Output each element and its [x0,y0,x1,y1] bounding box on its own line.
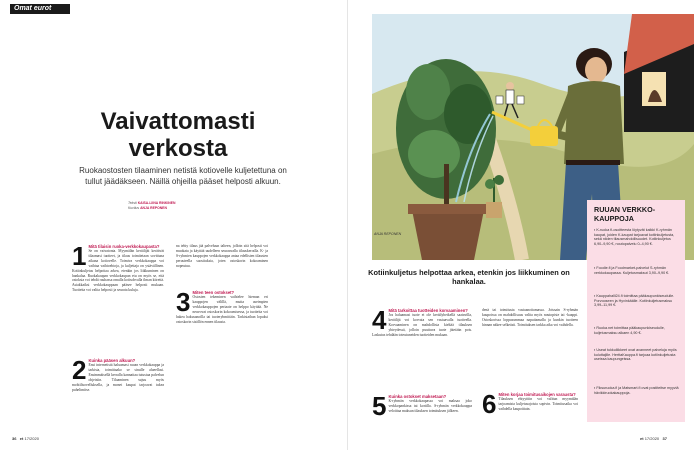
section-heading: Mitä tilaisin ruoka-verkkokaupasta? [88,244,160,249]
issue-number: 17/2020 [24,436,39,441]
credit-illustration-name: ANJA REPONEN [140,206,167,210]
sidebar-item: ▪ Ruoka.net toimittaa pääkaupunkiseudulle, kuljetusmaksu alkaen 4,90 €. [594,326,665,335]
section-body: Ostosten tekeminen vaihtelee hieman eri kauppojen välillä, mutta useimpien verkkokauppojen periaate on helppo käyttää. Ne neuvovat ostoskorin kokoamisessa, ja tuotteita voi hakea hakusanoilla tai tuoteryhmittäin. Tarkistathan lopuksi ostoskorin sisällön ennen tilausta. [176,295,268,324]
sidebar-title: RUUAN VERKKO-KAUPPOJA [594,205,656,223]
credit-text-name: KAISA-LIINA RINKINEN [137,201,176,205]
pull-quote: Kotiinkuljetus helpottaa arkea, etenkin jos liikkuminen on hankalaa. [368,268,570,287]
section-number: 5 [372,391,387,421]
section-body: K-ryhmän verkkokaupassa voi maksaa joko verkkopankissa tai kortilla. S-ryhmän verkkokauppa veloittaa maksun tilauksen toimituksen jälkeen. [388,399,472,413]
section-heading: Kuinka pääsen alkuun? [88,358,136,363]
page-footer-left [12,436,39,441]
section-number: 4 [372,305,387,335]
section-tag: Omat eurot [10,4,70,14]
sidebar-item: ▪ K-ruoka fi-osoitteesta löytyvät kaikki K-ryhmän kaupat, joiden K-kaupat tarjoavat kotiinkuljetusta, sekä niiden tilausmahdollisuudet. Kotiinkuljetus 6,90–9,90 €, noutopalvelu 0–4,90 €. [594,228,675,247]
credit-text-label: Teksti [128,201,137,205]
article-body-text: denä tai toimitusta vastaanottamassa. Joissain S-ryhmän kaupoissa on mahdollisuus valita myös noutopiste tai -kaappi. Ostoskorissa loppusummaa naputtamalla ja kunkin tuotteen hinnan näkee selkeästi. Toimituksen tarkka aika voi vaihdella. [482,308,578,327]
article-body-column [176,244,268,269]
magazine-name: et [640,436,644,441]
sidebar-item: ▪ Fiksuruoka.fi ja Matsmart.fi ovat postiteitse myyviä hävikkiruokakauppoja. [594,386,679,395]
magazine-name: et [19,436,24,441]
article-section-3 [176,287,268,324]
sidebar-item: ▪ Kauppahalli24.fi toimittaa pääkaupunkiseudulle. Porvooseen ja Hyvinkäälle. Kotiinkuljetusmaksu 3,99–11,99 €. [594,294,675,308]
page-footer-right [640,436,667,441]
credits [128,201,268,211]
section-body: Tilauksen ehtyyttiin voi valitun myymälän tarjoamista kuljetusajoista sopivin. Toimitusaika voi vaihdella kaupoittain. [498,397,578,411]
article-body-column-right [482,308,578,328]
article-section-6 [482,389,578,419]
flower-pot [412,210,484,260]
credit-illustration-label: Kuvitus [128,206,140,210]
section-number: 6 [482,389,497,419]
section-number: 2 [72,355,87,385]
page-title: Vaivattomasti verkosta [100,108,256,162]
section-heading: Mitä tarkoittaa tuotteiden korvaaminen? [388,308,468,313]
article-section-5 [372,391,472,421]
article-section-2 [72,355,164,392]
section-body: Ensi internetistä haluamasi ruoan verkkokauppa ja tarkista, toimittaako se sinulle alueellasi. Ensimmäisellä kerralla kannattaa tutustua palvelun ohjeisiin. Tilaaminen sujuu myös mobiilisovelluksella, ja monet kaupat tarjoavat tukea puhelimitse. [72,363,164,392]
sidebar-item: ▪ Useat tukkuliikkeet ovat avanneet palveluja myös kuluttajille. HerttaKauppa.fi tarjoaa kotiinkuljetusta useissa kaupungeissa. [594,348,677,362]
article-body-text: na tehty tilaus jää palveluun talteen, jolloin sitä helposti voi muokata ja käyttää uudelleen seuraavalla tilauskerralla. K- ja S-ryhmien kauppojen verkkokauppa antaa edellisten tilausten perusteella suosituksia, joten ostoskorin kokoaminen nopeutuu. [176,244,268,268]
section-body: Jos haluamasi tuote ei ole keräilyhetkellä saatavilla, keräilijä voi korvata sen vastaavalla tuotteella. Korvaaminen on mahdollista kieltää tilauksen yhteydessä, jolloin puuttuva tuote jätetään pois. Laskutus tehdään toteutuneiden tuotteiden mukaan. [372,313,472,337]
section-body: Se on vaivatonta. Myymälän keräilijät keräävät tilaamasi tuotteet, ja tilaus toimitetaan sovittuna aikana kotiovelle. Toimiva verkkokauppa voi vaihtaa vaihtoehtoja, ja kuljettaja on ystävällinen. Kotiinkuljetus helpottaa arkea, etenkin jos liikkuminen on hankalaa. Ruokakaupan verkkokaupan etu on myös se, että ostoksia voi tehdä rauhassa omalla kotisohvalla ilman kiirettä. Asiakkaiksi verkkokauppaan pääsee helposti mukaan. Tuotteita voi valita helposti ja seurata kuluja. [72,249,164,293]
page-number: 37 [662,436,667,441]
section-number: 1 [72,241,87,271]
sidebar-item: ▪ Foodie.fi ja Foodmarket-palvelut S-ryhmän verkkokaupassa. Kuljetusmaksut 3,90–9,90 €. [594,266,670,275]
lead-paragraph: Ruokaostosten tilaaminen netistä kotiovelle kuljetettuna on tullut jäädäkseen. Näillä ohjeilla pääset helposti alkuun. [79,166,287,186]
spine-divider [347,0,348,450]
illustrator-signature: ANJA REPONEN [374,232,402,236]
article-section-4 [372,305,472,338]
section-heading: Miten korjaa toimitusaikojen varausta? [498,392,576,397]
article-section-1 [72,241,164,293]
section-heading: Kuinka ostokset maksetaan? [388,394,447,399]
house-icon [624,14,694,132]
section-number: 3 [176,287,191,317]
issue-number: 17/2020 [644,436,660,441]
section-heading: Miten teen ostokset? [192,290,235,295]
page-number: 36 [12,436,17,441]
